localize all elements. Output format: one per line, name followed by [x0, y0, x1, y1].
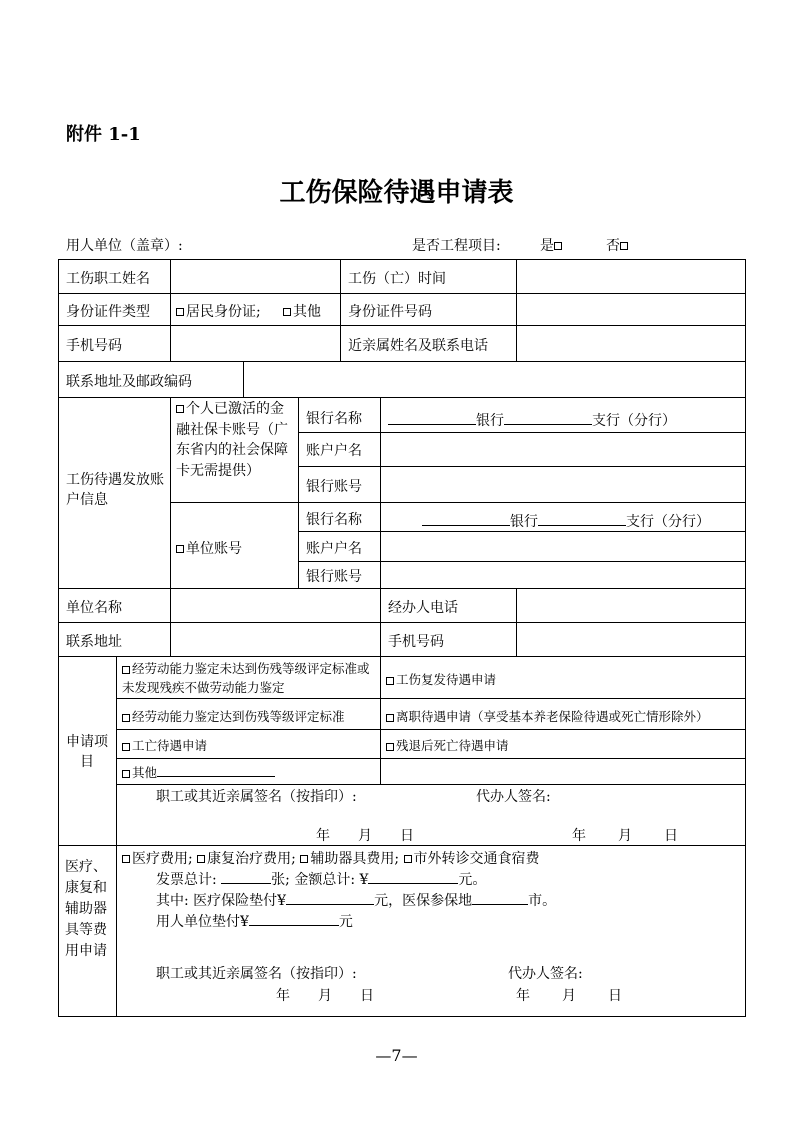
apply-agent-date	[572, 825, 678, 845]
unit-address-field[interactable]	[172, 624, 378, 654]
apply-option-7-checkbox[interactable]	[122, 770, 130, 778]
apply-option-6-checkbox[interactable]	[386, 743, 394, 751]
apply-option-6[interactable]	[386, 736, 509, 754]
social-card-label: 个人已激活的金融社保卡账号（广东省内的社会保障卡无需提供）	[176, 401, 288, 479]
medical-option-3[interactable]	[300, 851, 399, 867]
yuan2-label: 元	[338, 914, 353, 930]
apply-option-4[interactable]	[386, 707, 709, 725]
medical-worker-date	[276, 985, 374, 1005]
worker-name-label: 工伤职工姓名	[66, 271, 150, 287]
account-no-field-1[interactable]	[382, 468, 743, 500]
bank-name-field-2[interactable]	[422, 511, 710, 531]
invoice-label: 发票总计:	[156, 872, 217, 888]
insured-place-label: 元，医保参保地	[374, 893, 473, 909]
medical-option-4[interactable]	[404, 851, 540, 867]
apply-option-4-checkbox[interactable]	[386, 714, 394, 722]
handler-phone-label: 经办人电话	[388, 600, 458, 616]
apply-option-4-label: 离职待遇申请（享受基本养老保险待遇或死亡情形除外）	[396, 709, 709, 724]
phone-label: 手机号码	[66, 338, 122, 354]
apply-section-label: 申请项目	[66, 734, 108, 770]
apply-option-3-checkbox[interactable]	[122, 714, 130, 722]
employer-advance-line	[156, 911, 353, 931]
social-card-option[interactable]	[176, 399, 294, 481]
id-resident-checkbox[interactable]	[176, 308, 184, 316]
id-other-checkbox[interactable]	[283, 308, 291, 316]
apply-agent-signature-label: 代办人签名:	[476, 789, 551, 805]
social-card-checkbox[interactable]	[176, 405, 184, 413]
unit-account-checkbox[interactable]	[176, 545, 184, 553]
apply-worker-year: 年	[316, 828, 330, 844]
medical-option-2-checkbox[interactable]	[197, 855, 205, 863]
unit-account-label: 单位账号	[186, 541, 242, 557]
worker-name-field[interactable]	[172, 262, 338, 291]
page-title: 工伤保险待遇申请表	[279, 178, 514, 208]
invoice-line	[156, 869, 486, 889]
injury-time-field[interactable]	[518, 262, 743, 291]
account-section-label: 工伤待遇发放账户信息	[66, 472, 164, 508]
account-no-label-2: 银行账号	[306, 569, 362, 585]
relative-contact-label: 近亲属姓名及联系电话	[348, 338, 488, 354]
apply-option-2-label: 工伤复发待遇申请	[396, 672, 497, 687]
medical-option-3-checkbox[interactable]	[300, 855, 308, 863]
branch-suffix-2: 支行（分行）	[626, 514, 710, 530]
apply-option-1-label: 经劳动能力鉴定未达到伤残等级评定标准或未发现残疾不做劳动能力鉴定	[122, 661, 370, 695]
injury-time-label: 工伤（亡）时间	[348, 271, 446, 287]
medical-section-label: 医疗、康复和辅助器具等费用申请	[65, 859, 107, 959]
yuan-label: 元。	[458, 872, 487, 888]
medical-option-3-label: 辅助器具费用;	[310, 851, 400, 867]
medical-agent-month: 月	[562, 988, 576, 1004]
apply-option-1-checkbox[interactable]	[122, 666, 130, 674]
medical-option-1[interactable]	[122, 851, 193, 867]
city-label: 市。	[528, 893, 557, 909]
project-question-label: 是否工程项目:	[412, 238, 501, 254]
apply-option-3-label: 经劳动能力鉴定达到伤残等级评定标准	[132, 709, 345, 724]
medical-option-1-label: 医疗费用;	[132, 851, 193, 867]
unit-name-label: 单位名称	[66, 600, 122, 616]
medical-worker-day: 日	[360, 988, 374, 1004]
employer-seal-label: 用人单位（盖章）:	[66, 238, 183, 254]
mobile-field[interactable]	[518, 624, 743, 654]
id-other-option[interactable]	[283, 301, 321, 321]
unit-address-label: 联系地址	[66, 634, 122, 650]
apply-option-7-label: 其他	[132, 765, 158, 780]
apply-option-1[interactable]	[122, 659, 377, 697]
id-number-field[interactable]	[518, 295, 743, 323]
apply-agent-day: 日	[664, 828, 678, 844]
medical-options	[122, 848, 540, 868]
apply-option-3[interactable]	[122, 707, 345, 725]
address-postcode-label: 联系地址及邮政编码	[66, 374, 192, 390]
apply-option-5-label: 工亡待遇申请	[132, 738, 208, 753]
mobile-label: 手机号码	[388, 634, 444, 650]
no-label: 否	[606, 238, 620, 254]
invoice-count-field[interactable]	[221, 869, 271, 884]
bank-suffix-1: 银行	[476, 413, 504, 429]
insured-place-field[interactable]	[472, 890, 528, 905]
branch-suffix-1: 支行（分行）	[592, 413, 676, 429]
account-name-field-2[interactable]	[382, 533, 743, 559]
insurance-advance-field[interactable]	[286, 890, 374, 905]
apply-option-6-label: 残退后死亡待遇申请	[396, 738, 509, 753]
phone-field[interactable]	[172, 327, 338, 359]
medical-option-1-checkbox[interactable]	[122, 855, 130, 863]
medical-agent-signature-label: 代办人签名:	[508, 966, 583, 982]
id-number-label: 身份证件号码	[348, 304, 432, 320]
amount-label: 张; 金额总计: ¥	[271, 872, 369, 888]
medical-option-2-label: 康复治疗费用;	[207, 851, 296, 867]
unit-account-option[interactable]	[176, 538, 242, 558]
unit-name-field[interactable]	[172, 590, 378, 620]
employer-advance-label: 用人单位垫付¥	[156, 914, 249, 930]
handler-phone-field[interactable]	[518, 590, 743, 620]
amount-total-field[interactable]	[368, 869, 458, 884]
apply-worker-month: 月	[358, 828, 372, 844]
apply-option-2[interactable]	[386, 670, 496, 688]
bank-name-label-2: 银行名称	[306, 512, 362, 528]
account-no-label-1: 银行账号	[306, 479, 362, 495]
insurance-line	[156, 890, 556, 910]
bank-name-field-1[interactable]	[388, 410, 676, 430]
apply-agent-year: 年	[572, 828, 586, 844]
apply-agent-month: 月	[618, 828, 632, 844]
yes-checkbox[interactable]	[554, 242, 562, 250]
attachment-label: 附件 1-1	[66, 124, 141, 145]
medical-agent-day: 日	[608, 988, 622, 1004]
apply-worker-day: 日	[400, 828, 414, 844]
medical-option-4-label: 市外转诊交通食宿费	[413, 851, 540, 867]
employer-advance-field[interactable]	[249, 911, 339, 926]
apply-option-5-checkbox[interactable]	[122, 743, 130, 751]
medical-worker-year: 年	[276, 988, 290, 1004]
id-resident-label: 居民身份证;	[186, 304, 261, 320]
medical-option-4-checkbox[interactable]	[404, 855, 412, 863]
relative-contact-field[interactable]	[518, 327, 743, 359]
medical-agent-year: 年	[516, 988, 530, 1004]
id-other-label: 其他	[293, 304, 321, 320]
address-postcode-field[interactable]	[245, 363, 743, 395]
project-yes-option[interactable]	[540, 235, 564, 255]
yes-label: 是	[540, 238, 554, 254]
apply-option-2-checkbox[interactable]	[386, 677, 394, 685]
insurance-advance-label: 其中: 医疗保险垫付¥	[156, 893, 287, 909]
apply-other-field[interactable]	[157, 764, 275, 777]
no-checkbox[interactable]	[620, 242, 628, 250]
account-name-field-1[interactable]	[382, 434, 743, 464]
project-no-option[interactable]	[606, 235, 630, 255]
medical-agent-date	[516, 985, 622, 1005]
medical-worker-month: 月	[318, 988, 332, 1004]
apply-option-5[interactable]	[122, 736, 207, 754]
bank-name-label-1: 银行名称	[306, 411, 362, 427]
medical-worker-signature-label: 职工或其近亲属签名（按指印）:	[156, 966, 357, 982]
page-number: —7—	[375, 1046, 418, 1065]
bank-suffix-2: 银行	[510, 514, 538, 530]
account-name-label-1: 账户户名	[306, 443, 362, 459]
apply-worker-signature-label: 职工或其近亲属签名（按指印）:	[156, 789, 357, 805]
account-no-field-2[interactable]	[382, 563, 743, 586]
apply-worker-date	[316, 825, 414, 845]
medical-option-2[interactable]	[197, 851, 296, 867]
id-type-label: 身份证件类型	[66, 304, 150, 320]
apply-option-7[interactable]	[122, 763, 275, 781]
id-resident-option[interactable]	[176, 301, 261, 321]
account-name-label-2: 账户户名	[306, 541, 362, 557]
